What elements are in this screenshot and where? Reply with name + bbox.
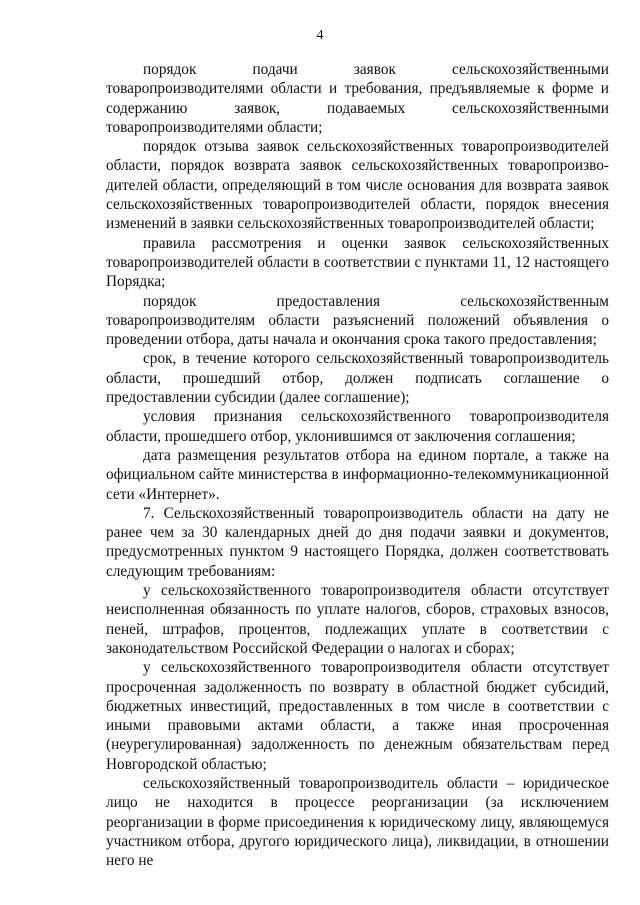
paragraph-item-7: 7. Сельскохозяйственный товаропроизводитель области на дату не ранее чем за 30 календарных дней до дня подачи заявки и документов, предусмотренных пунктом 9 настоящего Порядка, должен соответствовать следующим требованиям: [106,504,609,580]
page-number: 4 [316,28,324,43]
document-body [106,60,609,870]
paragraph-application-submission-order: порядок подачи заявок сельскохозяйственными товаропроизводителями области и требования, предъявляемые к форме и содержанию заявок, подаваемых сельскохозяйственными товаропроизводителями области; [106,61,609,136]
paragraph-clarification-order: порядок предоставления сельскохозяйственным товаропроизводителям области разъяснений положений объявления о проведении отбора, даты начала и окончания срока такого предоставления; [106,292,609,349]
paragraph-no-budget-debt: у сельскохозяйственного товаропроизводителя области отсутствует просроченная задолженность по возврату в областной бюджет субсидий, бюджетных инвестиций, предоставленных в том числе в соответствии с иными правовыми актами области, а также иная просроченная (неурегулированная) задолженность по денежным обязательствам перед Новгородской областью; [106,659,609,773]
paragraph-results-publication: дата размещения результатов отбора на едином портале, а также на официальном сайте министерства в информационно-телекоммуникационной сети «Интернет». [106,446,609,503]
paragraph-no-tax-debt: у сельскохозяйственного товаропроизводителя области отсутствует неисполненная обязанность по уплате налогов, сборов, страховых взносов, пеней, штрафов, процентов, подлежащих уплате в соответствии с законодательством Российской Федерации о налогах и сборах; [106,582,609,657]
paragraph-application-withdrawal-order: порядок отзыва заявок сельскохозяйственных товаропроизводителей области, порядок возврата заявок сельскохозяйственных товаропроизводителей области, определяющий в том числе основания для возврата заявок сельскохозяйственных товаропроизводителей области, порядок внесения изменений в заявки сельскохозяйственных товаропроизводителей области; [106,138,609,233]
paragraph-evasion-conditions: условия признания сельскохозяйственного товаропроизводителя области, прошедшего отбор, уклонившимся от заключения соглашения; [106,408,609,445]
paragraph-no-reorganization: сельскохозяйственный товаропроизводитель области – юридическое лицо не находится в процессе реорганизации (за исключением реорганизации в форме присоединения к юридическому лицу, являющемуся участником отбора, другого юридического лица), ликвидации, в отношении него не [106,774,609,870]
paragraph-review-rules: правила рассмотрения и оценки заявок сельскохозяйственных товаропроизводителей области в соответствии с пунктами 11, 12 настоящего Порядка; [106,234,609,291]
paragraph-agreement-deadline: срок, в течение которого сельскохозяйственный товаропроизводитель области, прошедший отбор, должен подписать соглашение о предоставлении субсидии (далее соглашение); [106,350,609,407]
